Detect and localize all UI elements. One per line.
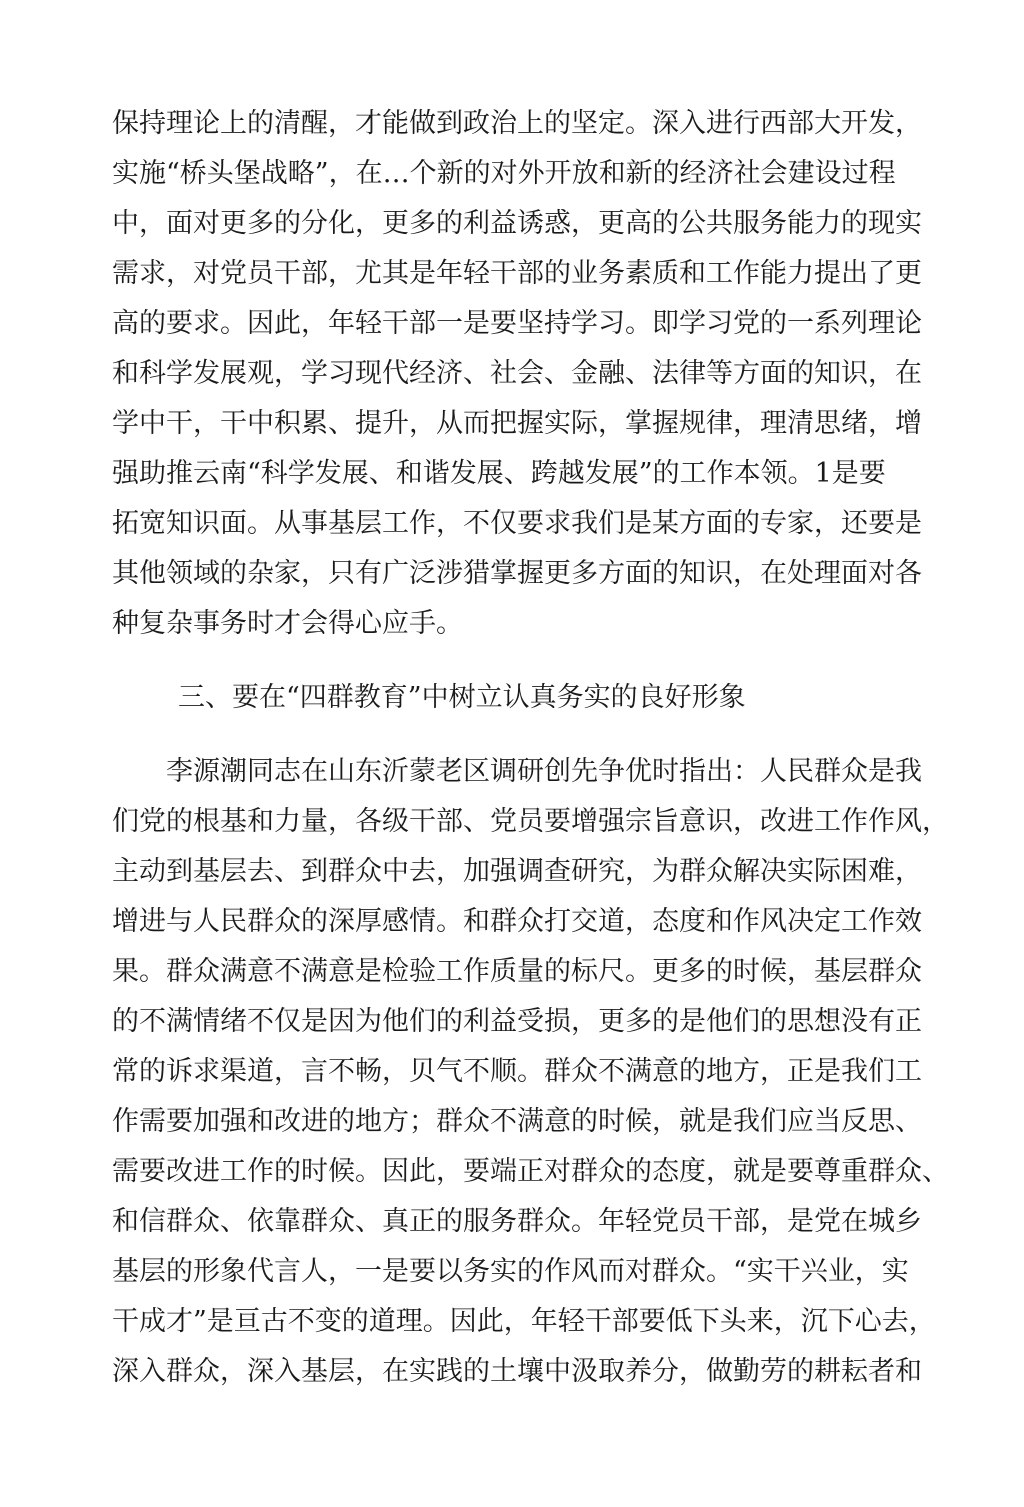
paragraph-line: 们党的根基和力量，各级干部、党员要增强宗旨意识，改进工作作风， xyxy=(112,806,949,837)
paragraph-line: 基层的形象代言人，一是要以务实的作风而对群众。“实干兴业，实 xyxy=(112,1256,909,1287)
paragraph-line: 保持理论上的清醒，才能做到政治上的坚定。深入进行西部大开发， xyxy=(112,108,922,139)
paragraph-line: 常的诉求渠道，言不畅，贝气不顺。群众不满意的地方，正是我们工 xyxy=(112,1056,922,1087)
paragraph-line: 主动到基层去、到群众中去，加强调查研究，为群众解决实际困难， xyxy=(112,856,922,887)
paragraph-line: 和科学发展观，学习现代经济、社会、金融、法律等方面的知识，在 xyxy=(112,358,922,389)
paragraph-line: 学中干，干中积累、提升，从而把握实际，掌握规律，理清思绪，增 xyxy=(112,408,922,439)
paragraph-line: 果。群众满意不满意是检验工作质量的标尺。更多的时候，基层群众 xyxy=(112,956,922,987)
paragraph-line: 高的要求。因此，年轻干部一是要坚持学习。即学习党的一系列理论 xyxy=(112,308,922,339)
paragraph-line: 实施“桥头堡战略”，在…个新的对外开放和新的经济社会建设过程 xyxy=(112,158,896,189)
section-heading: 三、要在“四群教育”中树立认真务实的良好形象 xyxy=(178,682,746,713)
paragraph-line: 李源潮同志在山东沂蒙老区调研创先争优时指出：人民群众是我 xyxy=(166,756,922,787)
paragraph-line: 增进与人民群众的深厚感情。和群众打交道，态度和作风决定工作效 xyxy=(112,906,922,937)
paragraph-line: 中，面对更多的分化，更多的利益诱惑，更高的公共服务能力的现实 xyxy=(112,208,922,239)
paragraph-line: 需求，对党员干部，尤其是年轻干部的业务素质和工作能力提出了更 xyxy=(112,258,922,289)
paragraph-line: 强助推云南“科学发展、和谐发展、跨越发展”的工作本领。1是要 xyxy=(112,458,886,489)
paragraph-line: 和信群众、依靠群众、真正的服务群众。年轻党员干部，是党在城乡 xyxy=(112,1206,922,1237)
paragraph-line: 其他领域的杂家，只有广泛涉猎掌握更多方面的知识，在处理面对各 xyxy=(112,558,922,589)
paragraph-line: 干成才”是亘古不变的道理。因此，年轻干部要低下头来，沉下心去， xyxy=(112,1306,936,1337)
paragraph-line: 需要改进工作的时候。因此，要端正对群众的态度，就是要尊重群众、 xyxy=(112,1156,949,1187)
paragraph-line: 拓宽知识面。从事基层工作，不仅要求我们是某方面的专家，还要是 xyxy=(112,508,922,539)
paragraph-line: 种复杂事务时才会得心应手。 xyxy=(112,608,463,639)
paragraph-line: 的不满情绪不仅是因为他们的利益受损，更多的是他们的思想没有正 xyxy=(112,1006,922,1037)
paragraph-line: 作需要加强和改进的地方；群众不满意的时候，就是我们应当反思、 xyxy=(112,1106,922,1137)
paragraph-line: 深入群众，深入基层，在实践的土壤中汲取养分，做勤劳的耕耘者和 xyxy=(112,1356,922,1387)
